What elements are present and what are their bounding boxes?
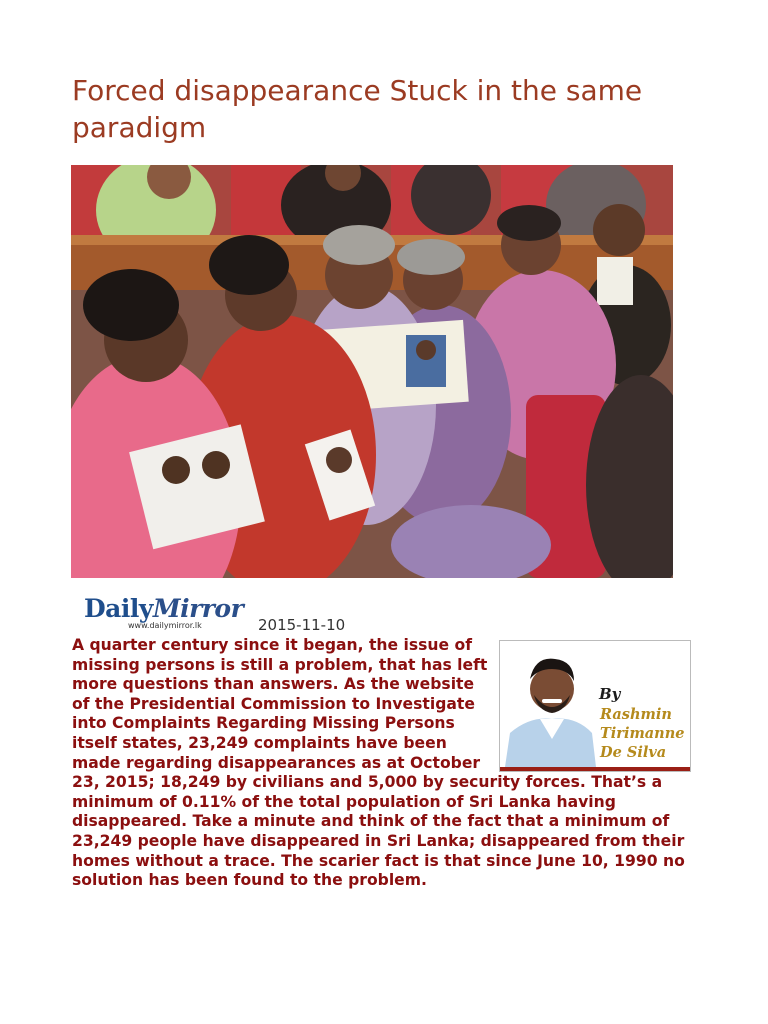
hero-photo: [71, 165, 673, 578]
author-name-line1: Rashmin: [600, 706, 672, 723]
author-portrait: [500, 641, 600, 767]
author-name-line2: Tirimanne: [600, 725, 685, 742]
byline-stripe: [500, 767, 690, 771]
byline-by: By: [599, 685, 621, 703]
article-title: Forced disappearance Stuck in the same paradigm: [72, 74, 643, 144]
author-name-line3: De Silva: [600, 744, 667, 761]
author-byline-card: [499, 640, 691, 772]
article-date: 2015-11-10: [258, 616, 346, 634]
dailymirror-logo: [84, 596, 250, 632]
logo-url: www.dailymirror.lk: [128, 621, 202, 630]
article-body: A quarter century since it began, the issue of missing persons is still a problem, that has left more questions than answers. As the website of the Presidential Commission to Investigate into Complaints Regarding Missing Persons itself states, 23,249 complaints have been made regarding disappearances as at October 23, 2015; 18,249 by civilians and 5,000 by security forces. That’s a minimum of 0.11% of the total population of Sri Lanka having disappeared. Take a minute and think of the fact that a minimum of 23,249 people have disappeared in Sri Lanka; disappeared from their homes without a trace. The scarier fact is that since June 10, 1990 no solution has been found to the problem.: [72, 636, 685, 890]
logo-daily-text: Daily: [84, 594, 153, 623]
author-name: [600, 705, 690, 762]
logo-mirror-text: Mirror: [152, 594, 244, 623]
